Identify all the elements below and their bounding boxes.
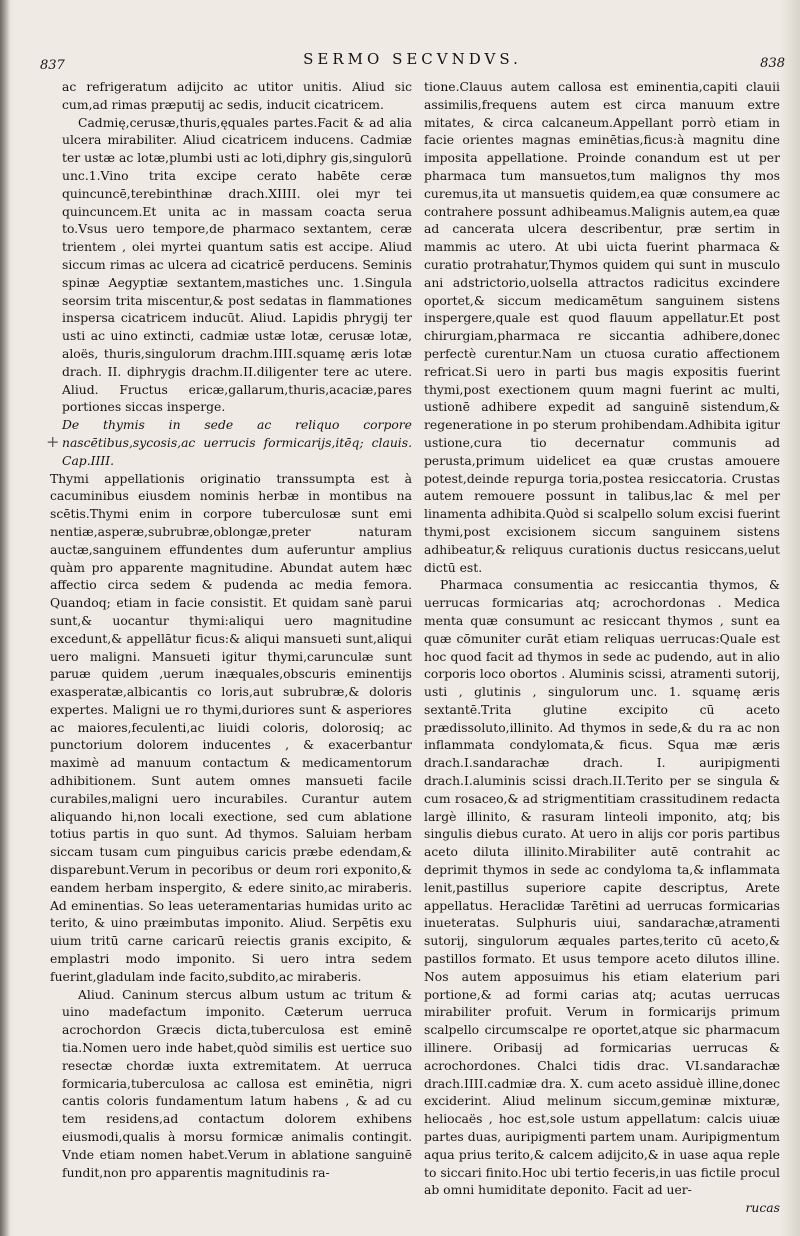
margin-mark: + [46,432,60,451]
folio-left: 837 [40,58,65,73]
gutter-shadow [0,0,10,1236]
paragraph: ac refrigeratum adijcito ac utitor unitis. Aliud sic cum,ad rimas præputij ac sedis, inducit cicatricem. [62,80,412,112]
paragraph: Thymi appellationis originatio transsumpta est à cacuminibus eiusdem nominis herbæ in montibus na scētis.Thymi enim in corpore tuberculosæ sunt emi nentiæ,asperæ,subrubræ,oblongæ,preter naturam auctæ,sanguinem effundentes dum auferuntur amplius quàm pro apparente magnitudine. Abundat autem hæc affectio circa sedem & pudenda ac media femora. Quandoq; etiam in facie consistit. Et quidam sanè parui sunt,& uocantur thymi:aliqui uero magnitudine excedunt,& appellātur ficus:& aliqui mansueti sunt,aliqui uero maligni. Mansueti igitur thymi,carunculæ sunt paruæ quidem ,uerum inæquales,obscuris eminentijs exasperatæ,albicantis co loris,aut subrubræ,& doloris expertes. Maligni ue ro thymi,duriores sunt & asperiores ac maiores,feculenti,ac liuidi coloris, dolorosiq; ac punctorium dolorem inducentes , & exacerbantur maximè ad manuum contactum & medicamentorum adhibitionem. Sunt autem omnes mansueti facile curabiles,maligni uero incurabiles. Curantur autem aliquando hi,non locali exectione, sed cum ablatione totius partis in quo sunt. Ad thymos. Saluiam herbam siccam tusam cum pinguibus caricis præbe edendam,& disparebunt.Verum in pecoribus or deum rori exponito,& eandem herbam inspergito, & edere sinito,ac miraberis. Ad eminentias. So leas ueteramentarias humidas urito ac terito, & uino præimbutas imponito. Aliud. Serpētis exu uium tritū carne caricarū reiectis granis excipito, & emplastri modo imponito. Si uero intra sedem fuerint,gladulam inde facito,subdito,ac miraberis. [50,471,412,984]
paragraph: Cadmię,cerusæ,thuris,ęquales partes.Facit & ad alia ulcera mirabiliter. Aliud cicatricem inducens. Cadmiæ ter ustæ ac lotæ,plumbi usti ac loti,diphry gis,singulorū unc.1.Vino trita excipe cerato habēte ceræ quincuncē,terebinthinæ drach.XIIII. olei myr tei quincuncem.Et unita ac in massam coacta serua to.Vsus uero tempore,de pharmaco sextantem, ceræ trientem , olei myrtei quantum satis est accipe. Aliud siccum rimas ac ulcera ad cicatricē perducens. Seminis spinæ Aegyptiæ sextantem,mastiches unc. 1.Singula seorsim trita miscentur,& post sedatas in flammationes inspersa cicatricem inducūt. Aliud. Lapidis phrygij ter usti ac uino extincti, cadmiæ ustæ lotæ, cerusæ lotæ, aloës, thuris,singulorum drachm.IIII.squamę æris lotæ drach. II. diphrygis drachm.II.diligenter tere ac utere. Aliud. Fructus ericæ,gallarum,thuris,acaciæ,pares portiones siccas insperge. [62,115,412,415]
chapter-heading: De thymis in sede ac reliquo corpore nascētibus,sycosis,ac uerrucis formicarijs,itēq; clauis. Cap.IIII. [62,418,412,468]
paragraph: Aliud. Caninum stercus album ustum ac tritum & uino madefactum imponito. Cæterum uerruca acrochordon Græcis dicta,tuberculosa est eminē tia.Nomen uero inde habet,quòd similis est uertice suo resectæ chordæ iuxta extremitatem. At uerruca formicaria,tuberculosa ac callosa est eminētia, nigri cantis coloris fundamentum latum habens , & ad cu tem residens,ad contactum dolorem exhibens eiusmodi,qualis à morsu formicæ animalis contingit. Vnde etiam nomen habet.Verum in ablatione sanguinē fundit,non pro apparentis magnitudinis ra- [62,987,412,1180]
right-column [424,79,780,1218]
page-header [40,50,785,74]
running-head: SERMO SECVNDVS. [303,50,522,68]
paragraph: Pharmaca consumentia ac resiccantia thymos, & uerrucas formicarias atq; acrochordonas . Medica menta quæ consumunt ac resiccant thymos , sunt ea quæ cōmuniter curāt etiam reliquas uerrucas:Quale est hoc quod facit ad thymos in sede ac pudendo, aut in alio corporis loco obortos . Aluminis scissi, atramenti sutorij, usti , glutinis , singulorum unc. 1. squamę æris sextantē.Trita glutine excipito cū aceto prædissoluto,illinito. Ad thymos in sede,& du ra ac non inflammata condylomata,& ficus. Squa mæ æris drach.I.sandarachæ drach. I. auripigmenti drach.I.aluminis scissi drach.II.Terito per se singula & cum rosaceo,& ad strigmentitiam crassitudinem redacta largè illinito, & rasuram linteoli imponito, atq; bis singulis diebus curato. At uero in alijs cor poris partibus aceto diluta illinito.Mirabiliter autē contrahit ac deprimit thymos in sede ac condyloma ta,& inflammata lenit,pastillus superiore capite descriptus, Arete appellatus. Heraclidæ Tarētini ad uerrucas formicarias inueteratas. Sulphuris uiui, sandarachæ,atramenti sutorij, singulorum æquales partes,terito cū aceto,& pastillos formato. Et usus tempore aceto dilutos illine. Nos autem apposuimus his etiam elaterium pari portione,& ad formi carias atq; acutas uerrucas mirabiliter profuit. Verum in formicarijs primum scalpello circumscalpe re oportet,atque sic pharmacum illinere. Oribasij ad formicarias uerrucas & acrochordones. Chalci tidis drac. VI.sandarachæ drach.IIII.cadmiæ dra. X. cum aceto assiduè illine,donec exciderint. Aliud melinum siccum,geminæ mixturæ, heliocaës , hoc est,sole ustum appellatum: calcis uiuæ partes duas, auripigmenti partem unam. Auripigmentum aqua prius terito,& calcem adijcito,& in uase aqua reple to siccari finito.Hoc ubi tertio feceris,in uas fictile procul ab omni humiditate deponito. Facit ad uer- [424,578,780,1198]
folio-right: 838 [760,56,785,71]
catchword: rucas [745,1201,780,1216]
paragraph: tione.Clauus autem callosa est eminentia,capiti clauii assimilis,frequens autem est circa manuum extre mitates, & circa calcaneum.Appellant porrò etiam in facie orientes magnas eminētias,ficus:à magnitu dine imposita appellatione. Proinde conandum est ut per pharmaca tum mansuetos,tum malignos thy mos curemus,ita ut mansuetis quidem,ea quæ consumere ac contrahere possunt adhibeamus.Malignis autem,ea quæ ad cancerata ulcera describentur, præ sertim in mammis ac utero. At ubi uicta fuerint pharmaca & curatio protrahatur,Thymos quidem qui sunt in musculo ani adstrictorio,uolsella attractos radicitus excindere oportet,& siccum medicamētum sanguinem sistens inspergere,quale est quod flauum appellatur.Et post chirurgiam,pharmaca re siccantia adhibere,donec perfectè curentur.Nam un ctuosa curatio affectionem refricat.Si uero in parti bus magis expositis fuerint thymi,post exectionem quum magni fuerint ac multi, ustionē adhibere expedit ad sanguinē sistendum,& regeneratione in po sterum prohibendam.Adhibita igitur ustione,cura tio decernatur communis ad perusta,primum uidelicet ea quæ crustas amouere potest,deinde repurga toria,postea resiccatoria. Crustas autem remouere possunt in talibus,lac & mel per linamenta adhibita.Quòd si scalpello solum excisi fuerint thymi,post excisionem siccum sanguinem sistens adhibeatur,& reliquus curationis ductus resiccans,uelut dictū est. [424,80,780,575]
left-column [50,79,412,1182]
